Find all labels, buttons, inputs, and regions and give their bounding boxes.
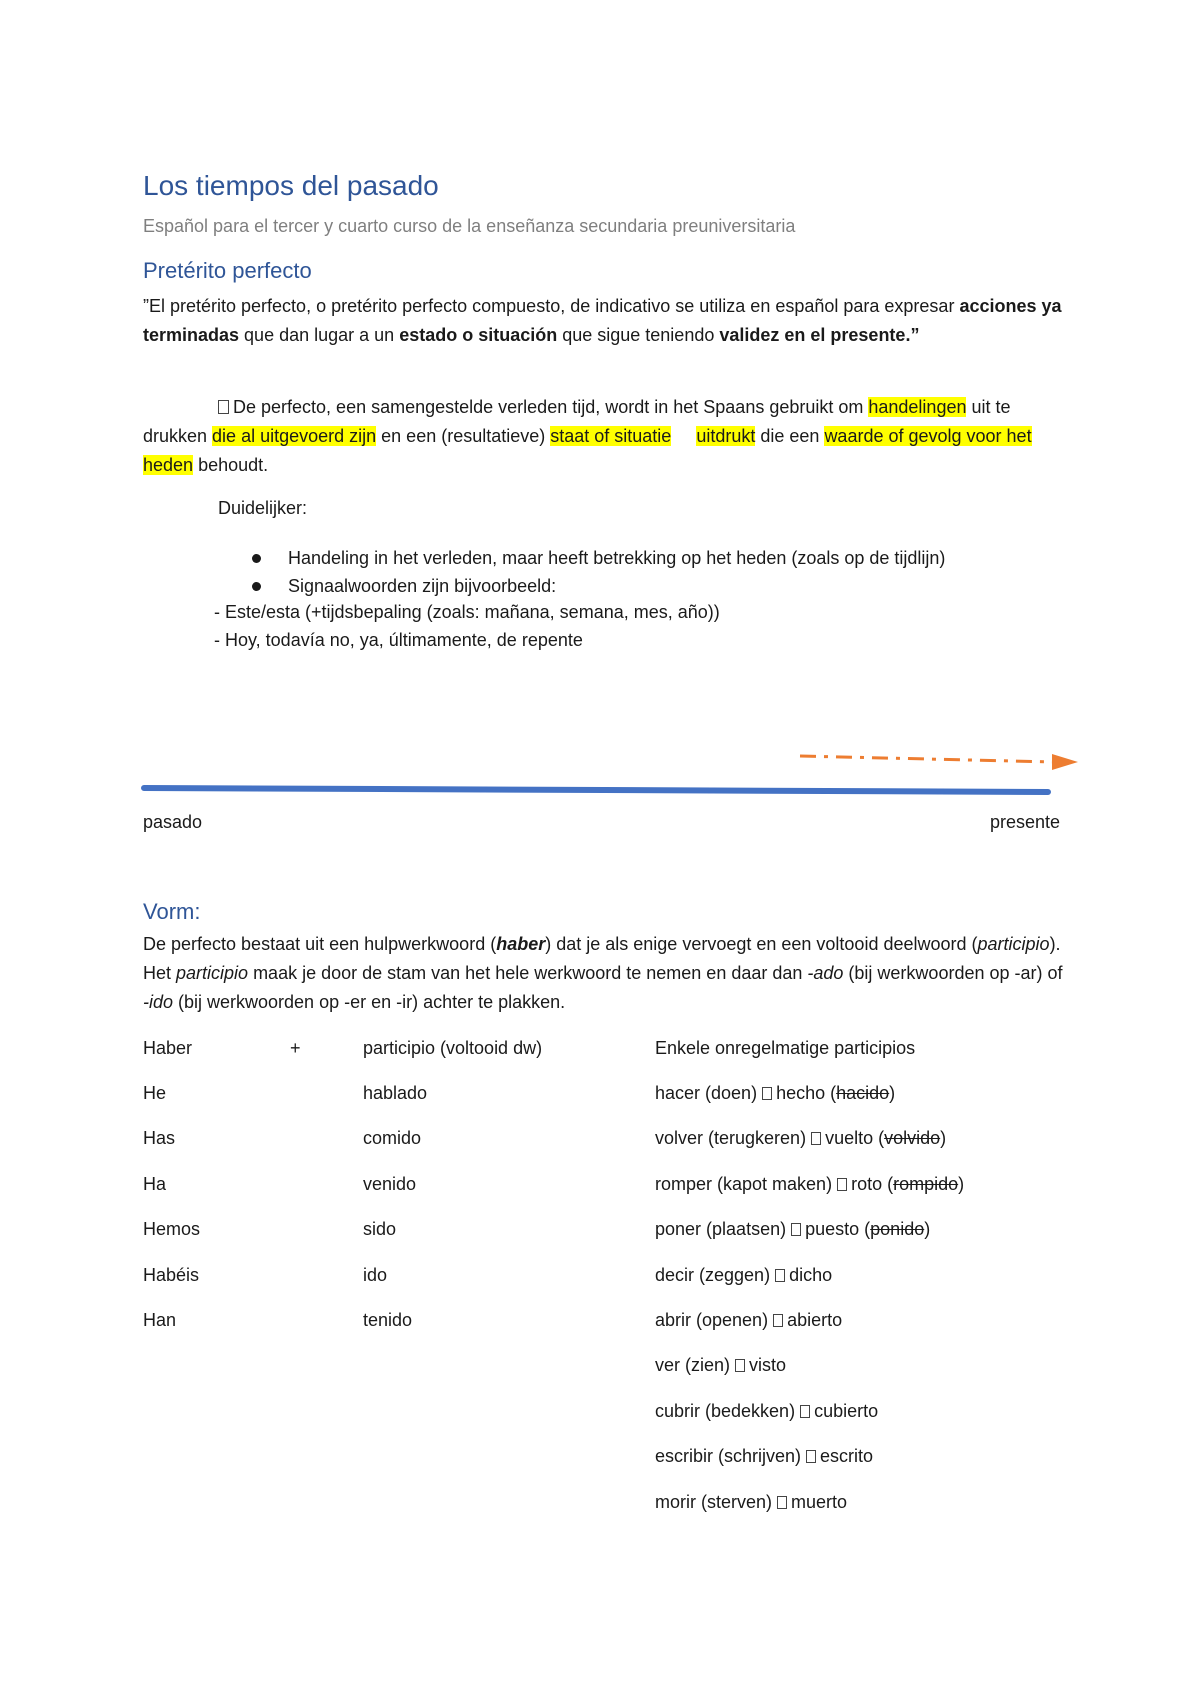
clearer-label: Duidelijker: — [218, 498, 308, 518]
table-header-irregular: Enkele onregelmatige participios — [655, 1038, 916, 1058]
irregular-result: abierto — [787, 1310, 843, 1330]
haber-form: Hemos — [143, 1219, 201, 1239]
participle-example: tenido — [363, 1310, 413, 1330]
table-header-participio: participio (voltooid dw) — [363, 1038, 543, 1058]
arrow-glyph-icon — [811, 1132, 821, 1145]
participle-example: ido — [363, 1265, 388, 1285]
irregular-result: escrito — [820, 1446, 874, 1466]
form-bold-italic-text: haber — [496, 934, 546, 954]
irregular-participle-row — [655, 1310, 842, 1331]
quote-bold-text: validez en el presente — [719, 325, 906, 345]
incorrect-form: volvido — [884, 1128, 941, 1148]
irregular-participle-row — [655, 1265, 832, 1286]
form-text: ). Het — [143, 934, 1061, 983]
explanation-text: behoudt. — [193, 455, 269, 475]
irregular-verb: romper (kapot maken) — [655, 1174, 833, 1194]
quote-bold-text: .” — [905, 325, 920, 345]
participle-example: sido — [363, 1219, 397, 1239]
form-text: maak je door de stam van het hele werkwoord te nemen en daar dan — [248, 963, 808, 983]
form-italic-text: participio — [176, 963, 249, 983]
irregular-verb: decir (zeggen) — [655, 1265, 771, 1285]
irregular-verb: cubrir (bedekken) — [655, 1401, 796, 1421]
arrow-glyph-icon — [775, 1269, 785, 1282]
arrow-glyph-icon — [777, 1496, 787, 1509]
list-item: Signaalwoorden zijn bijvoorbeeld: — [252, 572, 945, 600]
highlighted-text: waarde of gevolg voor het heden — [143, 426, 1032, 475]
arrow-glyph-icon — [773, 1314, 783, 1327]
form-italic-text: participio — [977, 934, 1050, 954]
explanation-text: en een (resultatieve) — [376, 426, 551, 446]
irregular-participle-row — [655, 1492, 847, 1513]
bullet-list — [252, 544, 945, 600]
irregular-verb: escribir (schrijven) — [655, 1446, 802, 1466]
explanation-paragraph — [143, 393, 1063, 480]
irregular-result: vuelto — [825, 1128, 874, 1148]
irregular-result: dicho — [789, 1265, 833, 1285]
quote-bold-text: acciones ya terminadas — [143, 296, 1062, 345]
list-item: Handeling in het verleden, maar heeft betrekking op het heden (zoals op de tijdlijn) — [252, 544, 945, 572]
timeline-label-present: presente — [989, 812, 1060, 832]
highlighted-text: staat of situatie — [550, 426, 672, 446]
haber-form: Habéis — [143, 1265, 200, 1285]
haber-form: Ha — [143, 1174, 167, 1194]
timeline-line — [144, 788, 1048, 792]
irregular-result: hecho — [776, 1083, 826, 1103]
haber-form: Han — [143, 1310, 177, 1330]
incorrect-form: rompido — [893, 1174, 959, 1194]
haber-form: He — [143, 1083, 167, 1103]
arrow-glyph-icon — [791, 1223, 801, 1236]
irregular-verb: poner (plaatsen) — [655, 1219, 787, 1239]
form-text: De perfecto bestaat uit een hulpwerkwoord ( — [143, 934, 497, 954]
explanation-text: die een — [755, 426, 825, 446]
dash-item: - Este/esta (+tijdsbepaling (zoals: mañana, semana, mes, año)) — [214, 602, 720, 622]
quote-text: que dan lugar a un — [239, 325, 400, 345]
form-text: (bij werkwoorden op -ar) of — [843, 963, 1063, 983]
table-header-haber: Haber — [143, 1038, 193, 1058]
irregular-participle-row — [655, 1401, 878, 1422]
irregular-verb: hacer (doen) — [655, 1083, 758, 1103]
explanation-text: uit te drukken — [143, 397, 1011, 446]
form-italic-text: -ado — [807, 963, 844, 983]
explanation-text: De perfecto, een samengestelde verleden tijd, wordt in het Spaans gebruikt om — [233, 397, 869, 417]
participle-example: venido — [363, 1174, 417, 1194]
highlighted-text: die al uitgevoerd zijn — [212, 426, 377, 446]
timeline-arrow-line — [800, 756, 1055, 762]
incorrect-form: ponido — [870, 1219, 925, 1239]
irregular-verb: volver (terugkeren) — [655, 1128, 807, 1148]
irregular-participle-row: poner (plaatsen) puesto (ponido) — [655, 1219, 931, 1239]
arrow-glyph-icon — [762, 1087, 772, 1100]
highlighted-text: uitdrukt — [696, 426, 756, 446]
explanation-text — [671, 426, 696, 446]
haber-form: Has — [143, 1128, 176, 1148]
irregular-result: muerto — [791, 1492, 848, 1512]
irregular-result: puesto — [805, 1219, 860, 1239]
section-heading-preterito-perfecto: Pretérito perfecto — [143, 258, 312, 283]
irregular-verb: abrir (openen) — [655, 1310, 769, 1330]
section-heading-vorm: Vorm: — [143, 899, 201, 924]
arrow-glyph-icon — [806, 1450, 816, 1463]
document-subtitle: Español para el tercer y cuarto curso de la enseñanza secundaria preuniversitaria — [143, 216, 796, 236]
quote-text: ”El pretérito perfecto, o pretérito perfecto compuesto, de indicativo se utiliza en español para expresar — [143, 296, 960, 316]
form-text: (bij werkwoorden op -er en -ir) achter te plakken. — [173, 992, 566, 1012]
timeline-diagram — [140, 740, 1080, 800]
irregular-participle-row: hacer (doen) hecho (hacido) — [655, 1083, 896, 1103]
irregular-participle-row: volver (terugkeren) vuelto (volvido) — [655, 1128, 947, 1148]
irregular-result: cubierto — [814, 1401, 879, 1421]
quote-text: que sigue teniendo — [557, 325, 720, 345]
arrow-glyph-icon — [800, 1405, 810, 1418]
document-title: Los tiempos del pasado — [143, 170, 439, 201]
arrow-glyph-icon — [735, 1359, 745, 1372]
arrow-glyph-icon — [218, 400, 229, 414]
irregular-result: visto — [749, 1355, 787, 1375]
table-header-plus: + — [290, 1038, 301, 1058]
form-text: ) dat je als enige vervoegt en een voltooid deelwoord ( — [545, 934, 978, 954]
irregular-verb: ver (zien) — [655, 1355, 731, 1375]
definition-quote — [143, 292, 1063, 350]
participle-example: hablado — [363, 1083, 428, 1103]
form-explanation-paragraph — [143, 930, 1063, 1017]
highlighted-text: handelingen — [868, 397, 967, 417]
irregular-result: roto — [851, 1174, 883, 1194]
incorrect-form: hacido — [836, 1083, 890, 1103]
participle-example: comido — [363, 1128, 422, 1148]
irregular-participle-row — [655, 1446, 873, 1467]
irregular-verb: morir (sterven) — [655, 1492, 773, 1512]
irregular-participle-row — [655, 1355, 786, 1376]
arrow-glyph-icon — [837, 1178, 847, 1191]
form-italic-text: -ido — [143, 992, 174, 1012]
quote-bold-text: estado o situación — [399, 325, 558, 345]
irregular-participle-row: romper (kapot maken) roto (rompido) — [655, 1174, 965, 1194]
dash-item: - Hoy, todavía no, ya, últimamente, de repente — [214, 630, 583, 650]
arrow-head-icon — [1052, 754, 1078, 770]
timeline-label-past: pasado — [143, 812, 203, 832]
